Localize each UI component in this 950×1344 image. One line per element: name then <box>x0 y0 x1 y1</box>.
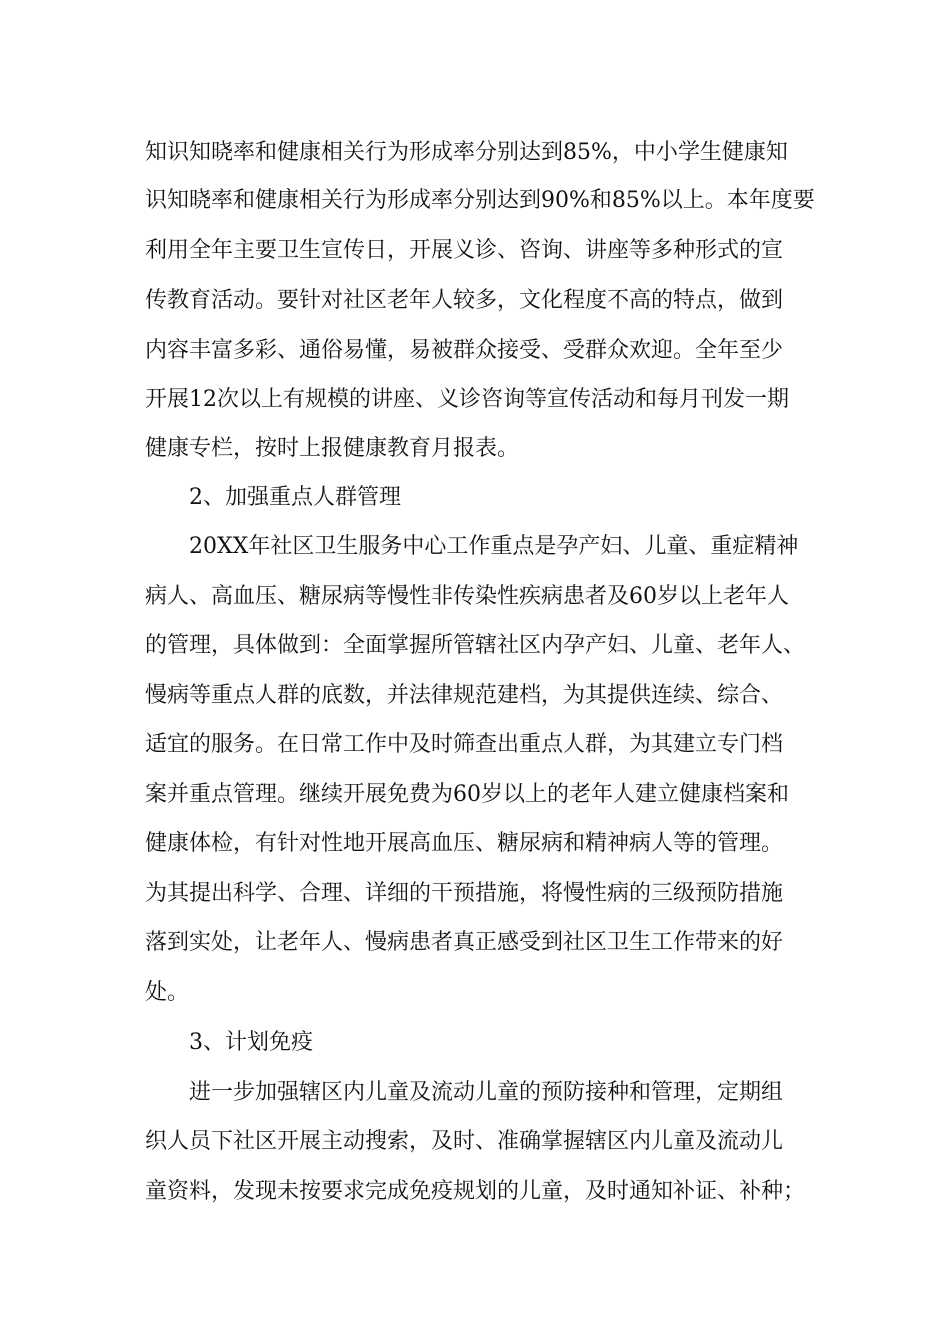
section-heading: 2、加强重点人群管理 <box>189 485 401 510</box>
text-line: 健康专栏，按时上报健康教育月报表。 <box>145 436 520 461</box>
text-line: 案并重点管理。继续开展免费为60岁以上的老年人建立健康档案和 <box>145 782 789 807</box>
text-line: 为其提出科学、合理、详细的干预措施，将慢性病的三级预防措施 <box>145 881 784 906</box>
text-line: 知识知晓率和健康相关行为形成率分别达到85%，中小学生健康知 <box>145 140 788 165</box>
text-line: 病人、高血压、糖尿病等慢性非传染性疾病患者及60岁以上老年人 <box>145 584 789 609</box>
text-line: 利用全年主要卫生宣传日，开展义诊、咨询、讲座等多种形式的宣 <box>145 238 784 263</box>
text-line: 适宜的服务。在日常工作中及时筛查出重点人群，为其建立专门档 <box>145 732 784 757</box>
text-line: 开展12次以上有规模的讲座、义诊咨询等宣传活动和每月刊发一期 <box>145 387 789 412</box>
section-heading: 3、计划免疫 <box>189 1030 313 1055</box>
text-line: 落到实处，让老年人、慢病患者真正感受到社区卫生工作带来的好 <box>145 930 784 955</box>
text-line: 童资料，发现未按要求完成免疫规划的儿童，及时通知补证、补种； <box>145 1179 806 1204</box>
text-line: 健康体检，有针对性地开展高血压、糖尿病和精神病人等的管理。 <box>145 831 784 856</box>
text-line: 识知晓率和健康相关行为形成率分别达到90%和85%以上。本年度要 <box>145 188 815 213</box>
text-line: 传教育活动。要针对社区老年人较多，文化程度不高的特点，做到 <box>145 288 784 313</box>
text-line: 处。 <box>145 980 190 1005</box>
text-line: 织人员下社区开展主动搜索，及时、准确掌握辖区内儿童及流动儿 <box>145 1129 784 1154</box>
text-line: 慢病等重点人群的底数，并法律规范建档，为其提供连续、综合、 <box>145 683 784 708</box>
text-line: 20XX年社区卫生服务中心工作重点是孕产妇、儿童、重症精神 <box>189 534 799 559</box>
text-line: 内容丰富多彩、通俗易懂，易被群众接受、受群众欢迎。全年至少 <box>145 338 784 363</box>
text-line: 的管理，具体做到：全面掌握所管辖社区内孕产妇、儿童、老年人、 <box>145 633 806 658</box>
text-line: 进一步加强辖区内儿童及流动儿童的预防接种和管理，定期组 <box>189 1080 784 1105</box>
